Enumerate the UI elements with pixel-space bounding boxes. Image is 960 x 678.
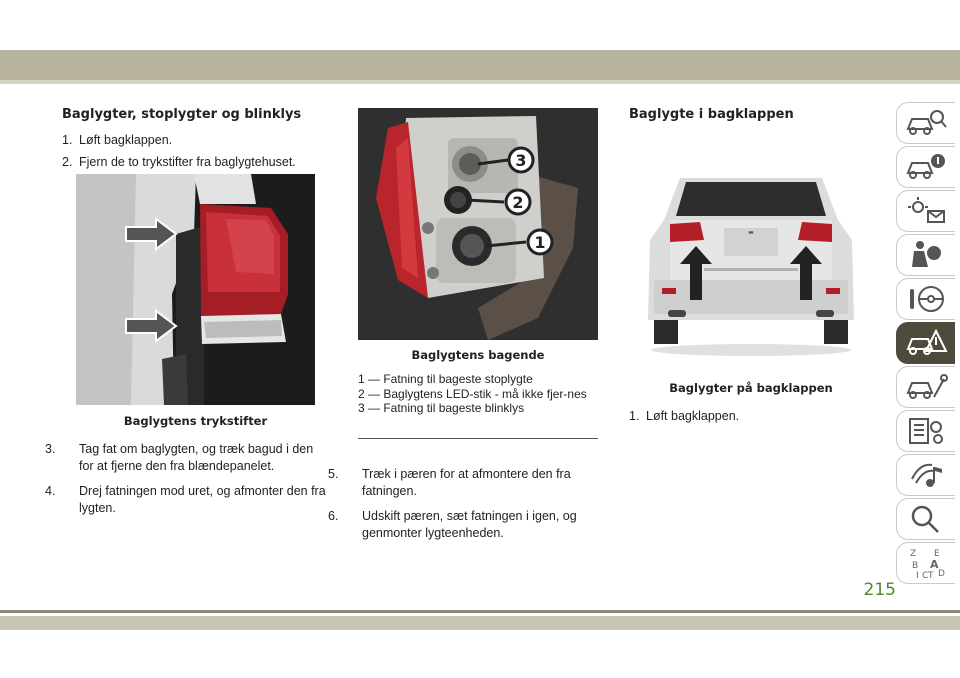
- tail-light-back-image: [358, 108, 598, 340]
- vehicle-rear-image: [640, 160, 862, 360]
- photo-tail-light-back: [358, 108, 598, 340]
- svg-text:A: A: [930, 558, 939, 571]
- sidebar-tab-index[interactable]: [896, 542, 955, 584]
- photo-liftgate-lights: [640, 160, 862, 360]
- svg-text:E: E: [934, 549, 940, 559]
- step-5: 5. Træk i pæren for at afmontere den fra fatningen.: [328, 467, 571, 498]
- media-music-icon: [904, 459, 948, 491]
- car-info-icon: [904, 151, 948, 183]
- page-number: 215: [863, 580, 896, 600]
- footer-line: [0, 610, 960, 613]
- svg-text:I: I: [916, 571, 919, 580]
- sidebar-tab-warning-lights[interactable]: [896, 190, 955, 232]
- dashboard-lights-icon: [904, 195, 948, 227]
- sidebar-tab-servicing[interactable]: [896, 366, 955, 408]
- step-3: 3. Tag fat om baglygten, og træk bagud i den for at fjerne den fra blændepanelet.: [45, 442, 314, 473]
- footer-band: [0, 616, 960, 630]
- photo-caption: Baglygtens bagende: [411, 348, 545, 362]
- legend-item: 2 — Baglygtens LED-stik - må ikke fjer-nes: [358, 386, 587, 401]
- sidebar-tab-in-case-of-emergency[interactable]: [896, 322, 955, 364]
- sidebar-tab-getting-to-know-vehicle[interactable]: [896, 102, 955, 144]
- section-heading: Baglygter, stoplygter og blinklys: [62, 107, 302, 122]
- header-band-line: [0, 80, 960, 84]
- car-wrench-icon: [904, 371, 948, 403]
- search-icon: [904, 503, 948, 535]
- photo-caption: Baglygtens trykstifter: [123, 414, 268, 428]
- list-gears-icon: [904, 415, 948, 447]
- left-column: [62, 106, 330, 171]
- legend-item: 1 — Fatning til bageste stoplygte: [358, 372, 533, 386]
- sidebar-tab-instrument-panel[interactable]: [896, 146, 955, 188]
- callout-2: 2: [512, 193, 524, 212]
- steering-wheel-icon: [904, 283, 948, 315]
- callout-1: 1: [534, 233, 546, 252]
- legend-item: 3 — Fatning til bageste blinklys: [358, 401, 525, 416]
- airbag-person-icon: [904, 239, 948, 271]
- svg-text:▬: ▬: [748, 229, 754, 236]
- step-2: 2. Fjern de to trykstifter fra baglygtehuset.: [62, 155, 296, 170]
- car-warning-icon: [904, 327, 948, 359]
- legend-divider: [358, 438, 598, 439]
- sidebar-tab-technical-specs[interactable]: [896, 410, 955, 452]
- tail-light-side-image: [76, 174, 315, 405]
- right-column: [629, 106, 864, 124]
- photo-legend: [358, 372, 598, 416]
- sidebar-tab-search[interactable]: [896, 498, 955, 540]
- step-1: 1. Løft bagklappen.: [62, 132, 173, 147]
- svg-text:D: D: [938, 569, 945, 579]
- photo-caption: Baglygter på bagklappen: [669, 381, 833, 395]
- svg-text:T: T: [928, 571, 934, 580]
- header-band: [0, 50, 960, 80]
- right-steps: [629, 408, 864, 425]
- sidebar-tab-safety[interactable]: [896, 234, 955, 276]
- step-1: 1. Løft bagklappen.: [629, 409, 740, 423]
- index-letters-icon: [904, 546, 948, 580]
- left-steps-bottom: [45, 441, 330, 517]
- sidebar-tab-starting-operating[interactable]: [896, 278, 955, 320]
- middle-steps: [328, 466, 610, 542]
- car-magnifier-icon: [904, 107, 948, 139]
- svg-text:B: B: [912, 561, 919, 571]
- photo-tail-light-push-pins: [76, 174, 315, 405]
- sidebar-tab-multimedia[interactable]: [896, 454, 955, 496]
- callout-3: 3: [515, 151, 527, 170]
- section-heading: Baglygte i bagklappen: [629, 107, 794, 122]
- svg-text:C: C: [922, 571, 929, 580]
- step-6: 6. Udskift pæren, sæt fatningen i igen, og genmonter lygteenheden.: [328, 508, 577, 540]
- step-4: 4. Drej fatningen mod uret, og afmonter den fra lygten.: [45, 483, 326, 515]
- svg-text:Z: Z: [910, 549, 917, 559]
